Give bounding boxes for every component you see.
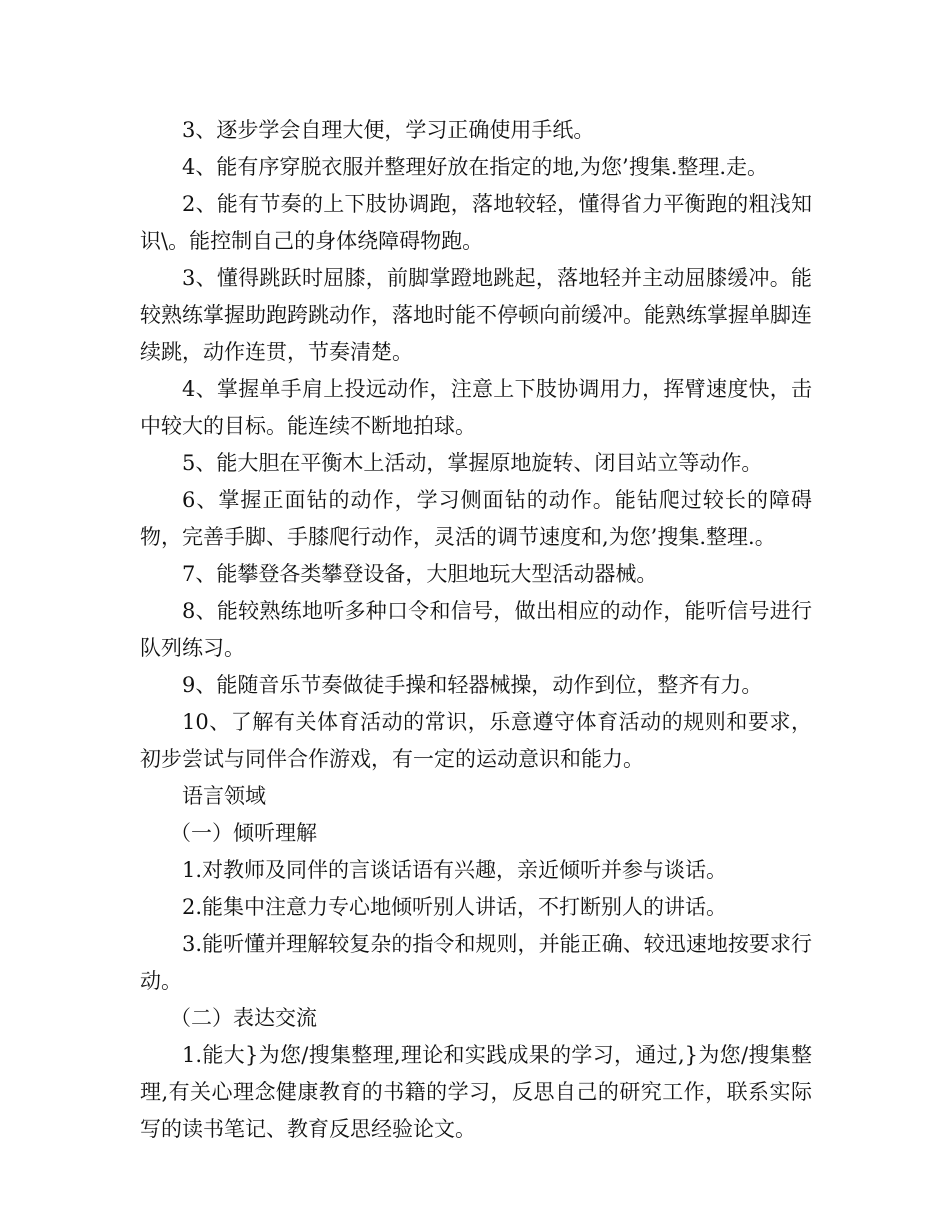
subsection-heading: （一）倾听理解 (170, 821, 317, 845)
paragraph: 9、能随音乐节奏做徒手操和轻器械操，动作到位，整齐有力。 (182, 673, 763, 697)
paragraph: 6、掌握正面钻的动作，学习侧面钻的动作。能钻爬过较长的障碍物，完善手脚、手膝爬行动作，灵活的调节速度和,为您’搜集.整理.。 (140, 488, 812, 549)
paragraph: 2、能有节奏的上下肢协调跑，落地较轻，懂得省力平衡跑的粗浅知识\。能控制自己的身体绕障碍物跑。 (140, 192, 812, 253)
paragraph: 4、掌握单手肩上投远动作，注意上下肢协调用力，挥臂速度快，击中较大的目标。能连续不断地拍球。 (140, 377, 812, 438)
paragraph: 8、能较熟练地听多种口令和信号，做出相应的动作，能听信号进行队列练习。 (140, 599, 812, 660)
paragraph: 3、懂得跳跃时屈膝，前脚掌蹬地跳起，落地轻并主动屈膝缓冲。能较熟练掌握助跑跨跳动作，落地时能不停顿向前缓冲。能熟练掌握单脚连续跳，动作连贯，节奏清楚。 (140, 266, 812, 364)
paragraph: 1.对教师及同伴的言谈话语有兴趣，亲近倾听并参与谈话。 (182, 858, 728, 882)
paragraph: 3、逐步学会自理大便，学习正确使用手纸。 (182, 118, 595, 142)
subsection-heading: （二）表达交流 (170, 1006, 317, 1030)
paragraph: 10、了解有关体育活动的常识，乐意遵守体育活动的规则和要求，初步尝试与同伴合作游戏，有一定的运动意识和能力。 (140, 710, 812, 771)
paragraph: 7、能攀登各类攀登设备，大胆地玩大型活动器械。 (182, 562, 658, 586)
paragraph: 4、能有序穿脱衣服并整理好放在指定的地,为您’搜集.整理.走。 (182, 155, 769, 179)
document-body (140, 112, 812, 1148)
paragraph: 3.能听懂并理解较复杂的指令和规则，并能正确、较迅速地按要求行动。 (140, 932, 812, 993)
paragraph: 5、能大胆在平衡木上活动，掌握原地旋转、闭目站立等动作。 (182, 451, 763, 475)
paragraph: 2.能集中注意力专心地倾听别人讲话，不打断别人的讲话。 (182, 895, 728, 919)
section-heading: 语言领域 (182, 784, 266, 808)
paragraph: 1.能大}为您/搜集整理,理论和实践成果的学习，通过,}为您/搜集整理,有关心理念健康教育的书籍的学习，反思自己的研究工作，联系实际写的读书笔记、教育反思经验论文。 (140, 1043, 812, 1141)
